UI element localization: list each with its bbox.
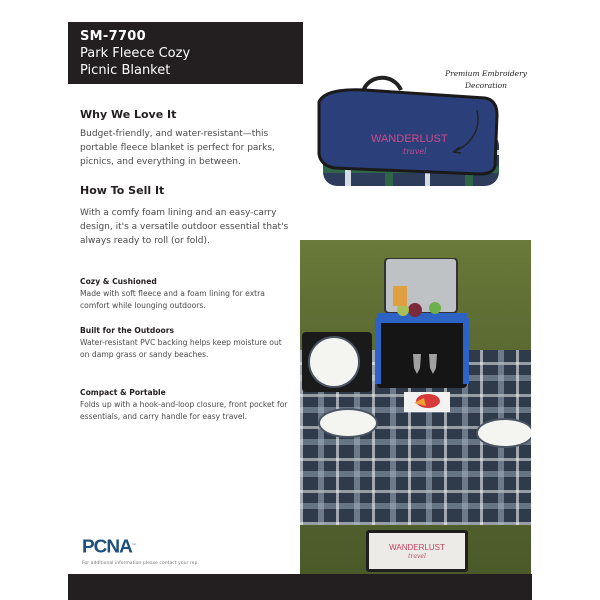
feature-body: Made with soft fleece and a foam lining for extra comfort while lounging outdoors. — [80, 289, 265, 310]
feature-body: Water-resistant PVC backing helps keep moisture out on damp grass or sandy beaches. — [80, 338, 282, 359]
cooler-bag — [375, 258, 470, 388]
feature-title: Compact & Portable — [80, 388, 166, 397]
feature-cozy — [80, 276, 290, 312]
logo-text: PCNA — [82, 537, 132, 558]
folded-blanket-bag — [366, 530, 468, 572]
how-to-sell-it-heading: How To Sell It — [80, 184, 165, 197]
feature-portable — [80, 387, 290, 423]
plate — [476, 418, 531, 448]
footer-bar — [68, 574, 532, 600]
bag-brand-text: WANDERLUST — [389, 543, 445, 552]
why-we-love-it-body: Budget-friendly, and water-resistant—this portable fleece blanket is perfect for parks, picnics, and everything in between. — [80, 129, 275, 167]
product-header — [68, 22, 303, 84]
trademark: ™ — [131, 541, 136, 547]
product-title-line2: Picnic Blanket — [80, 63, 171, 78]
embroidery-callout: Premium Embroidery Decoration — [445, 69, 527, 90]
why-we-love-it-heading: Why We Love It — [80, 108, 177, 121]
embroidery-subtext: travel — [403, 147, 427, 156]
pcna-logo — [82, 538, 136, 559]
plate — [308, 336, 360, 388]
lifestyle-photo — [300, 240, 531, 574]
feature-title: Built for the Outdoors — [80, 326, 175, 335]
cheese-board — [404, 390, 454, 414]
feature-outdoors — [80, 325, 290, 361]
feature-title: Cozy & Cushioned — [80, 277, 157, 286]
contact-note: For additional information please contact your rep — [82, 561, 198, 566]
product-title-line1: Park Fleece Cozy — [80, 46, 191, 61]
embroidery-text: WANDERLUST — [371, 133, 448, 145]
plate — [318, 408, 378, 438]
feature-body: Folds up with a hook-and-loop closure, front pocket for essentials, and carry handle for easy travel. — [80, 400, 288, 421]
product-sku: SM-7700 — [80, 29, 146, 44]
how-to-sell-it-body: With a comfy foam lining and an easy-carry design, it's a versatile outdoor essential that's always ready to roll (or fold). — [80, 208, 289, 246]
bag-brand-subtext: travel — [408, 553, 426, 560]
